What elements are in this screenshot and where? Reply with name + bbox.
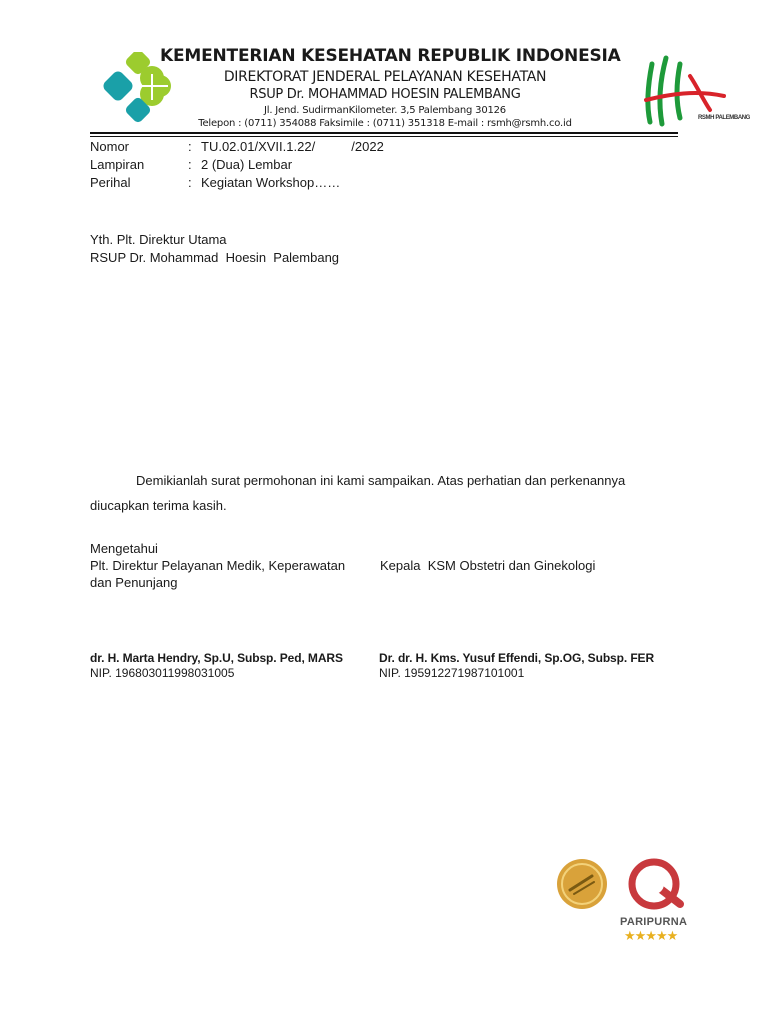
lampiran-label: Lampiran <box>90 157 145 172</box>
mengetahui-label: Mengetahui <box>90 541 158 556</box>
header-rule-thick <box>90 132 678 134</box>
paripurna-stars: ★★★★★ <box>624 928 678 943</box>
nomor-separator: : <box>188 139 192 154</box>
closing-line-2: diucapkan terima kasih. <box>90 498 227 513</box>
perihal-separator: : <box>188 175 192 190</box>
paripurna-label: PARIPURNA <box>620 916 688 928</box>
perihal-label: Perihal <box>90 175 131 190</box>
hospital-name: RSUP Dr. MOHAMMAD HOESIN PALEMBANG <box>249 87 521 102</box>
meta-nomor <box>90 138 490 156</box>
lampiran-value: 2 (Dua) Lembar <box>201 157 293 172</box>
addressee-line-1: Yth. Plt. Direktur Utama <box>90 232 227 247</box>
addressee-line-2: RSUP Dr. Mohammad Hoesin Palembang <box>90 250 340 265</box>
right-signatory-nip: NIP. 195912271987101001 <box>379 666 525 680</box>
rsmh-logo <box>640 54 750 130</box>
left-signatory-title-2: dan Penunjang <box>90 575 178 590</box>
left-signatory-title-1: Plt. Direktur Pelayanan Medik, Keperawatan <box>90 558 346 573</box>
right-signatory-title-1: Kepala KSM Obstetri dan Ginekologi <box>380 558 596 573</box>
left-signatory-nip: NIP. 196803011998031005 <box>90 666 235 680</box>
nomor-label: Nomor <box>90 139 130 154</box>
accreditation-gold-seal <box>556 858 608 910</box>
left-signatory-name: dr. H. Marta Hendry, Sp.U, Subsp. Ped, MARS <box>90 651 343 665</box>
meta-perihal <box>90 174 490 192</box>
rsmh-logo-text: RSMH PALEMBANG <box>698 115 750 121</box>
header-rule-thin <box>90 136 678 137</box>
directorate-name: DIREKTORAT JENDERAL PELAYANAN KESEHATAN <box>223 69 547 85</box>
perihal-value: Kegiatan Workshop…… <box>201 175 341 190</box>
meta-lampiran <box>90 156 490 174</box>
hospital-address: Jl. Jend. SudirmanKilometer. 3,5 Palembang 30126 <box>264 105 506 116</box>
paripurna-logo <box>624 856 688 914</box>
right-signatory-name: Dr. dr. H. Kms. Yusuf Effendi, Sp.OG, Subsp. FER <box>379 651 655 665</box>
nomor-value: TU.02.01/XVII.1.22/ /2022 <box>201 139 384 154</box>
ministry-name: KEMENTERIAN KESEHATAN REPUBLIK INDONESIA <box>160 46 621 66</box>
hospital-contact: Telepon : (0711) 354088 Faksimile : (0711) 351318 E-mail : rsmh@rsmh.co.id <box>198 118 572 129</box>
lampiran-separator: : <box>188 157 192 172</box>
closing-line-1: Demikianlah surat permohonan ini kami sampaikan. Atas perhatian dan perkenannya <box>136 473 626 488</box>
